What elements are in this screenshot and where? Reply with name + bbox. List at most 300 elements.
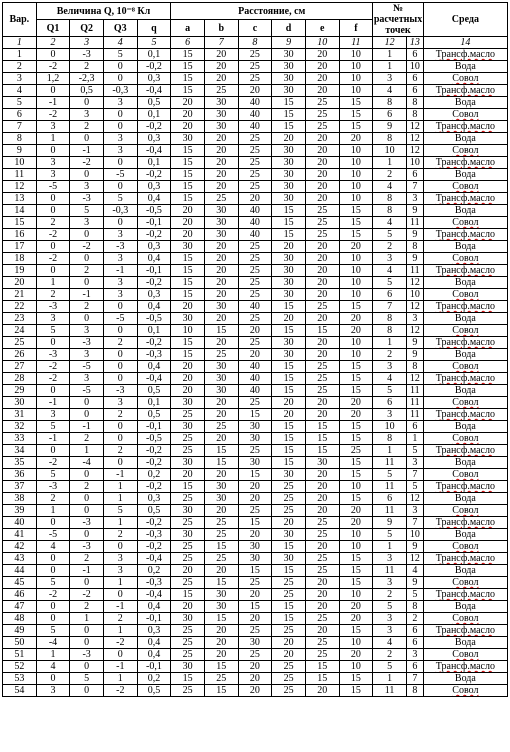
table-cell: 20 (204, 265, 238, 277)
table-cell: -2 (70, 157, 104, 169)
table-cell: 20 (272, 649, 306, 661)
table-cell: 15 (171, 337, 205, 349)
table-cell: 20 (305, 685, 339, 697)
medium-cell (423, 301, 507, 313)
table-cell: 20 (305, 589, 339, 601)
medium-cell: Вода (423, 313, 507, 325)
medium-cell (423, 73, 507, 85)
table-cell: 30 (204, 301, 238, 313)
column-number: 2 (36, 37, 70, 49)
table-cell: -0,2 (137, 445, 171, 457)
medium-text: Совол (452, 577, 479, 588)
table-cell: 20 (339, 613, 373, 625)
table-cell: 0 (36, 85, 70, 97)
table-cell: 20 (305, 277, 339, 289)
table-cell: 0 (103, 349, 137, 361)
table-cell: 15 (238, 517, 272, 529)
table-cell: -0,2 (137, 541, 171, 553)
table-cell: 0,4 (137, 649, 171, 661)
table-cell: 8 (373, 193, 407, 205)
table-cell: 9 (406, 205, 423, 217)
table-cell: 37 (3, 481, 37, 493)
header-distance-group: Расстояние, см (171, 3, 373, 20)
medium-cell: Вода (423, 169, 507, 181)
table-cell: 4 (373, 637, 407, 649)
table-cell: 0 (103, 373, 137, 385)
table-cell: 20 (339, 397, 373, 409)
medium-text: Совол (452, 649, 479, 660)
table-cell: 3 (406, 505, 423, 517)
column-number: 7 (204, 37, 238, 49)
table-cell: 15 (3, 217, 37, 229)
medium-text: Совол (452, 361, 479, 372)
table-cell: 15 (272, 457, 306, 469)
table-cell: 15 (238, 601, 272, 613)
table-cell: 25 (272, 505, 306, 517)
table-cell: 53 (3, 673, 37, 685)
table-cell: 15 (238, 409, 272, 421)
table-row (3, 505, 508, 517)
header-q-col: Q1 (36, 20, 70, 37)
table-cell: 30 (272, 529, 306, 541)
table-cell: 0,1 (137, 397, 171, 409)
table-cell: -0,3 (137, 577, 171, 589)
medium-cell (423, 577, 507, 589)
table-cell: 6 (373, 493, 407, 505)
table-cell: 30 (204, 109, 238, 121)
table-cell: 40 (3, 517, 37, 529)
table-cell: -0,4 (137, 85, 171, 97)
table-cell: -0,2 (137, 337, 171, 349)
table-cell: 1 (373, 673, 407, 685)
medium-cell: Вода (423, 529, 507, 541)
table-cell: 14 (3, 205, 37, 217)
medium-text: Трансф.масло (435, 409, 495, 420)
table-cell: -0,1 (137, 217, 171, 229)
table-cell: 30 (204, 229, 238, 241)
table-cell: 20 (305, 469, 339, 481)
table-cell: 11 (406, 265, 423, 277)
table-cell: 20 (305, 181, 339, 193)
table-cell: 20 (238, 85, 272, 97)
medium-text: Трансф.масло (435, 121, 495, 132)
table-cell: 0 (36, 337, 70, 349)
table-cell: -0,2 (137, 481, 171, 493)
table-row (3, 229, 508, 241)
table-cell: 2 (406, 613, 423, 625)
table-cell: 15 (204, 661, 238, 673)
medium-cell (423, 517, 507, 529)
table-cell: 15 (305, 421, 339, 433)
table-cell: 9 (406, 337, 423, 349)
table-cell: 3 (103, 97, 137, 109)
table-row (3, 373, 508, 385)
table-cell: 3 (406, 649, 423, 661)
table-cell: 20 (339, 409, 373, 421)
table-row (3, 49, 508, 61)
table-cell: 17 (3, 241, 37, 253)
table-cell: 10 (339, 481, 373, 493)
table-cell: 3 (36, 157, 70, 169)
table-cell: 3 (70, 349, 104, 361)
table-cell: 2 (70, 301, 104, 313)
table-cell: 0 (103, 589, 137, 601)
table-cell: 0 (36, 673, 70, 685)
table-cell: 30 (272, 145, 306, 157)
table-cell: 0 (103, 433, 137, 445)
medium-cell (423, 253, 507, 265)
table-cell: 11 (373, 565, 407, 577)
table-cell: 2 (70, 265, 104, 277)
table-cell: 20 (305, 349, 339, 361)
table-cell: -1 (103, 265, 137, 277)
table-cell: 0 (36, 49, 70, 61)
table-cell: 2 (373, 349, 407, 361)
table-cell: 10 (339, 157, 373, 169)
table-cell: 2 (36, 217, 70, 229)
table-cell: 15 (272, 109, 306, 121)
table-cell: 25 (171, 493, 205, 505)
table-row (3, 61, 508, 73)
medium-cell (423, 553, 507, 565)
table-cell: -0,4 (137, 373, 171, 385)
table-cell: -0,3 (103, 205, 137, 217)
table-cell: 25 (238, 397, 272, 409)
table-cell: 25 (238, 649, 272, 661)
table-cell: 11 (406, 217, 423, 229)
table-cell: 0 (103, 73, 137, 85)
table-cell: 6 (373, 289, 407, 301)
table-cell: 1 (36, 505, 70, 517)
table-cell: 20 (339, 517, 373, 529)
table-row (3, 397, 508, 409)
table-cell: 10 (339, 49, 373, 61)
medium-text: Трансф.масло (435, 157, 495, 168)
table-cell: 20 (339, 313, 373, 325)
table-cell: 7 (406, 181, 423, 193)
header-q-group: Величина Q, 10⁻⁸ Кл (36, 3, 171, 20)
table-cell: 30 (272, 337, 306, 349)
medium-text: Совол (452, 469, 479, 480)
table-cell: 8 (3, 133, 37, 145)
table-cell: 1 (103, 493, 137, 505)
table-cell: 5 (3, 97, 37, 109)
table-cell: 5 (406, 589, 423, 601)
table-row (3, 541, 508, 553)
column-number: 10 (305, 37, 339, 49)
table-cell: 3 (103, 133, 137, 145)
table-cell: 3 (103, 145, 137, 157)
table-cell: 6 (406, 73, 423, 85)
table-cell: 0 (103, 541, 137, 553)
table-cell: 5 (373, 277, 407, 289)
table-cell: 30 (238, 541, 272, 553)
table-cell: 15 (339, 493, 373, 505)
table-cell: 20 (339, 133, 373, 145)
medium-cell (423, 409, 507, 421)
medium-cell (423, 181, 507, 193)
table-cell: 1 (70, 445, 104, 457)
table-cell: 5 (103, 49, 137, 61)
table-cell: 20 (171, 205, 205, 217)
table-cell: -4 (36, 637, 70, 649)
table-cell: 20 (3, 277, 37, 289)
table-cell: 15 (272, 601, 306, 613)
table-cell: 0 (70, 469, 104, 481)
medium-text: Совол (452, 505, 479, 516)
table-cell: 25 (272, 589, 306, 601)
table-cell: 1 (3, 49, 37, 61)
table-cell: 5 (36, 625, 70, 637)
table-cell: 8 (373, 325, 407, 337)
table-cell: 10 (339, 73, 373, 85)
table-cell: 8 (373, 205, 407, 217)
table-cell: 30 (171, 505, 205, 517)
table-cell: -0,2 (137, 277, 171, 289)
table-cell: 20 (171, 385, 205, 397)
table-cell: 15 (272, 565, 306, 577)
table-cell: 44 (3, 565, 37, 577)
table-cell: 15 (339, 373, 373, 385)
table-cell: 25 (305, 553, 339, 565)
table-cell: 0 (36, 193, 70, 205)
table-cell: 15 (339, 433, 373, 445)
table-cell: 20 (204, 637, 238, 649)
medium-text: Совол (452, 397, 479, 408)
table-cell: 15 (171, 85, 205, 97)
table-row (3, 253, 508, 265)
table-cell: 30 (171, 241, 205, 253)
table-cell: 9 (3, 145, 37, 157)
table-cell: 15 (171, 289, 205, 301)
table-cell: 12 (406, 301, 423, 313)
table-cell: -0,4 (137, 589, 171, 601)
table-cell: 30 (272, 289, 306, 301)
table-cell: -2 (36, 253, 70, 265)
table-cell: -2 (36, 457, 70, 469)
table-cell: 2 (70, 433, 104, 445)
table-cell: 12 (406, 277, 423, 289)
table-row (3, 493, 508, 505)
medium-cell (423, 613, 507, 625)
table-cell: 25 (238, 577, 272, 589)
table-cell: 30 (272, 253, 306, 265)
table-cell: -5 (36, 529, 70, 541)
table-cell: -1 (70, 421, 104, 433)
header-distance-col: f (339, 20, 373, 37)
table-cell: 30 (272, 157, 306, 169)
table-cell: 30 (204, 121, 238, 133)
table-cell: 30 (238, 433, 272, 445)
table-cell: 20 (204, 469, 238, 481)
table-cell: 15 (171, 589, 205, 601)
table-cell: 30 (171, 397, 205, 409)
table-cell: 3 (103, 397, 137, 409)
table-cell: -3 (70, 649, 104, 661)
table-cell: 7 (406, 673, 423, 685)
table-cell: 0,3 (137, 73, 171, 85)
medium-cell (423, 481, 507, 493)
table-row (3, 457, 508, 469)
table-cell: 3 (373, 577, 407, 589)
table-cell: 20 (305, 145, 339, 157)
table-cell: -0,2 (137, 229, 171, 241)
medium-text: Трансф.масло (435, 553, 495, 564)
table-cell: 2 (36, 493, 70, 505)
table-cell: 20 (339, 601, 373, 613)
table-cell: 20 (305, 493, 339, 505)
table-cell: 20 (305, 193, 339, 205)
table-row (3, 265, 508, 277)
medium-cell (423, 229, 507, 241)
table-cell: 4 (36, 541, 70, 553)
table-cell: 30 (204, 217, 238, 229)
table-row (3, 361, 508, 373)
table-cell: 31 (3, 409, 37, 421)
table-cell: 25 (238, 241, 272, 253)
table-cell: 10 (406, 529, 423, 541)
table-cell: 25 (272, 673, 306, 685)
table-cell: -5 (70, 385, 104, 397)
table-cell: 15 (272, 301, 306, 313)
table-cell: 0,5 (137, 409, 171, 421)
table-cell: 25 (272, 493, 306, 505)
table-cell: 0 (70, 409, 104, 421)
table-cell: 54 (3, 685, 37, 697)
medium-text: Совол (452, 145, 479, 156)
table-cell: 10 (339, 169, 373, 181)
table-cell: 40 (238, 205, 272, 217)
table-cell: 0 (36, 613, 70, 625)
table-cell: 20 (171, 601, 205, 613)
table-cell: 41 (3, 529, 37, 541)
table-cell: 30 (204, 373, 238, 385)
table-cell: 6 (406, 169, 423, 181)
table-cell: 20 (204, 505, 238, 517)
table-cell: 15 (238, 469, 272, 481)
header-var: Вар. (3, 3, 37, 37)
table-cell: -1 (70, 145, 104, 157)
table-cell: 20 (305, 61, 339, 73)
table-cell: 30 (171, 613, 205, 625)
table-cell: 20 (204, 169, 238, 181)
table-cell: 0,4 (137, 361, 171, 373)
medium-cell (423, 469, 507, 481)
table-cell: 15 (171, 49, 205, 61)
medium-cell (423, 397, 507, 409)
table-cell: 25 (305, 205, 339, 217)
table-cell: 20 (305, 337, 339, 349)
table-row (3, 325, 508, 337)
table-cell: 25 (272, 685, 306, 697)
table-cell: 25 (238, 313, 272, 325)
table-row (3, 169, 508, 181)
table-cell: 15 (339, 97, 373, 109)
table-cell: 20 (272, 133, 306, 145)
table-cell: 5 (70, 205, 104, 217)
table-cell: 0 (36, 385, 70, 397)
table-cell: 20 (171, 361, 205, 373)
table-cell: -0,3 (103, 85, 137, 97)
medium-text: Трансф.масло (435, 229, 495, 240)
table-cell: 16 (3, 229, 37, 241)
table-cell: 15 (339, 685, 373, 697)
header-points-group: № расчетных точек (373, 3, 423, 36)
table-row (3, 613, 508, 625)
table-cell: 20 (204, 145, 238, 157)
table-cell: 40 (238, 109, 272, 121)
table-cell: 7 (3, 121, 37, 133)
table-cell: 20 (305, 289, 339, 301)
table-cell: 1 (373, 157, 407, 169)
table-cell: 15 (272, 433, 306, 445)
table-row (3, 601, 508, 613)
table-cell: 9 (373, 121, 407, 133)
table-cell: 0 (70, 397, 104, 409)
table-cell: 5 (36, 577, 70, 589)
medium-text: Совол (452, 217, 479, 228)
table-cell: 5 (373, 661, 407, 673)
table-cell: 30 (238, 553, 272, 565)
medium-cell: Вода (423, 673, 507, 685)
table-cell: 25 (238, 625, 272, 637)
table-cell: 7 (406, 469, 423, 481)
table-cell: 1 (36, 649, 70, 661)
table-cell: -2,3 (70, 73, 104, 85)
table-cell: 25 (171, 625, 205, 637)
table-cell: 15 (272, 361, 306, 373)
table-cell: 0,2 (137, 673, 171, 685)
medium-text: Трансф.масло (435, 589, 495, 600)
table-cell: 20 (305, 313, 339, 325)
medium-cell: Вода (423, 565, 507, 577)
column-number: 12 (373, 37, 407, 49)
table-cell: 15 (171, 169, 205, 181)
table-cell: 25 (171, 541, 205, 553)
table-cell: 0 (36, 565, 70, 577)
table-cell: 30 (305, 457, 339, 469)
table-cell: 25 (305, 97, 339, 109)
table-cell: 0 (70, 493, 104, 505)
table-cell: 30 (272, 265, 306, 277)
table-cell: 4 (373, 373, 407, 385)
table-cell: -3 (36, 349, 70, 361)
table-cell: 0 (36, 265, 70, 277)
medium-text: Совол (452, 613, 479, 624)
medium-text: Совол (452, 325, 479, 336)
table-cell: 4 (373, 265, 407, 277)
table-cell: -1 (103, 601, 137, 613)
medium-cell (423, 505, 507, 517)
table-cell: 3 (70, 109, 104, 121)
table-cell: 20 (204, 313, 238, 325)
table-cell: 10 (171, 325, 205, 337)
table-cell: 10 (339, 193, 373, 205)
header-medium: Среда (423, 3, 507, 37)
table-cell: 0,1 (137, 325, 171, 337)
table-cell: 2 (373, 589, 407, 601)
header-distance-col: b (204, 20, 238, 37)
table-row (3, 109, 508, 121)
medium-text: Трансф.масло (435, 481, 495, 492)
table-cell: -0,1 (137, 613, 171, 625)
medium-cell: Вода (423, 457, 507, 469)
table-cell: 0 (36, 145, 70, 157)
table-cell: 3 (36, 685, 70, 697)
table-cell: 20 (238, 685, 272, 697)
table-cell: 20 (204, 277, 238, 289)
table-cell: 0 (36, 517, 70, 529)
